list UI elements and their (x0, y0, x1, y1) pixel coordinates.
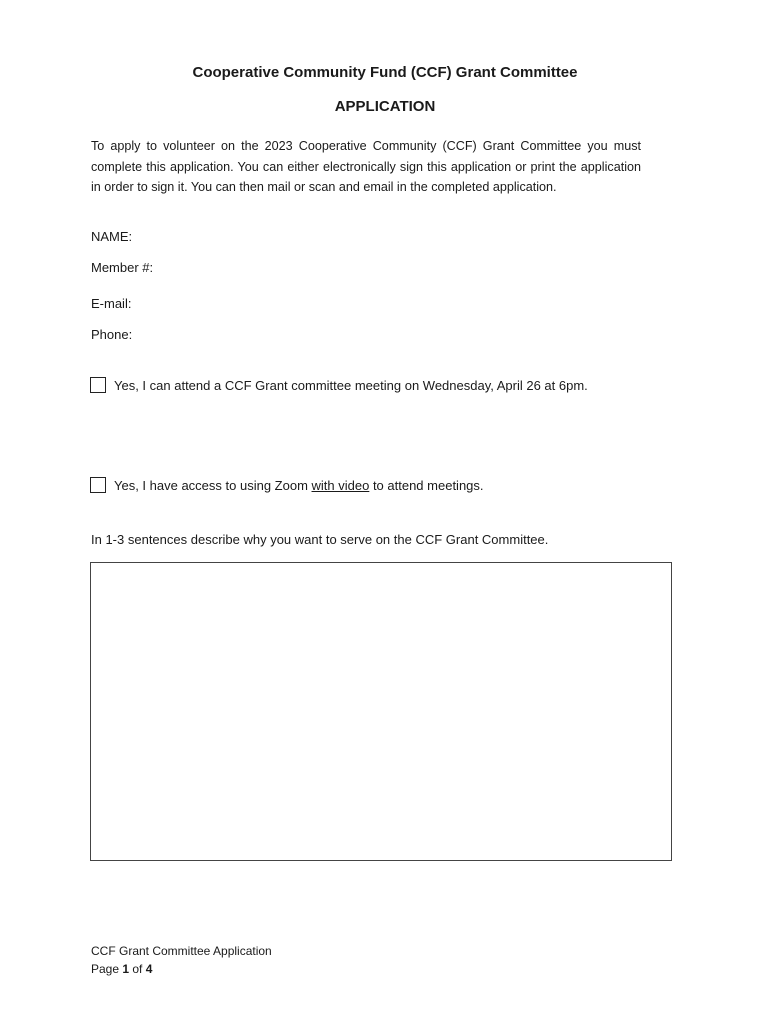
meeting-attendance-checkbox[interactable] (90, 377, 106, 393)
zoom-access-label (114, 478, 484, 493)
name-field-label: NAME: (91, 229, 133, 244)
page-of: of (129, 962, 146, 976)
page-prefix: Page (91, 962, 123, 976)
footer-page-number (91, 960, 152, 978)
page-current: 1 (122, 962, 130, 976)
zoom-label-underlined: with video (311, 477, 370, 493)
answer-text-box[interactable] (90, 562, 672, 861)
email-field-label: E-mail: (91, 296, 132, 311)
page-total: 4 (145, 962, 153, 976)
question-prompt: In 1-3 sentences describe why you want to serve on the CCF Grant Committee. (91, 532, 549, 547)
zoom-label-start: Yes, I have access to using Zoom (114, 477, 312, 493)
meeting-attendance-option[interactable] (90, 377, 588, 393)
member-number-field-label: Member #: (91, 260, 154, 275)
footer-document-name: CCF Grant Committee Application (91, 944, 272, 958)
zoom-access-checkbox[interactable] (90, 477, 106, 493)
intro-paragraph: To apply to volunteer on the 2023 Cooperative Community (CCF) Grant Committee you must complete this application. You can either electronically sign this application or print the application in order to sign it. You can then mail or scan and email in the completed application. (91, 139, 641, 194)
meeting-attendance-label: Yes, I can attend a CCF Grant committee meeting on Wednesday, April 26 at 6pm. (114, 377, 588, 393)
document-title: Cooperative Community Fund (CCF) Grant Committee (192, 64, 578, 81)
zoom-label-end: to attend meetings. (369, 477, 484, 493)
phone-field-label: Phone: (91, 327, 133, 342)
document-subtitle: APPLICATION (334, 98, 436, 115)
zoom-access-option[interactable] (90, 477, 484, 493)
